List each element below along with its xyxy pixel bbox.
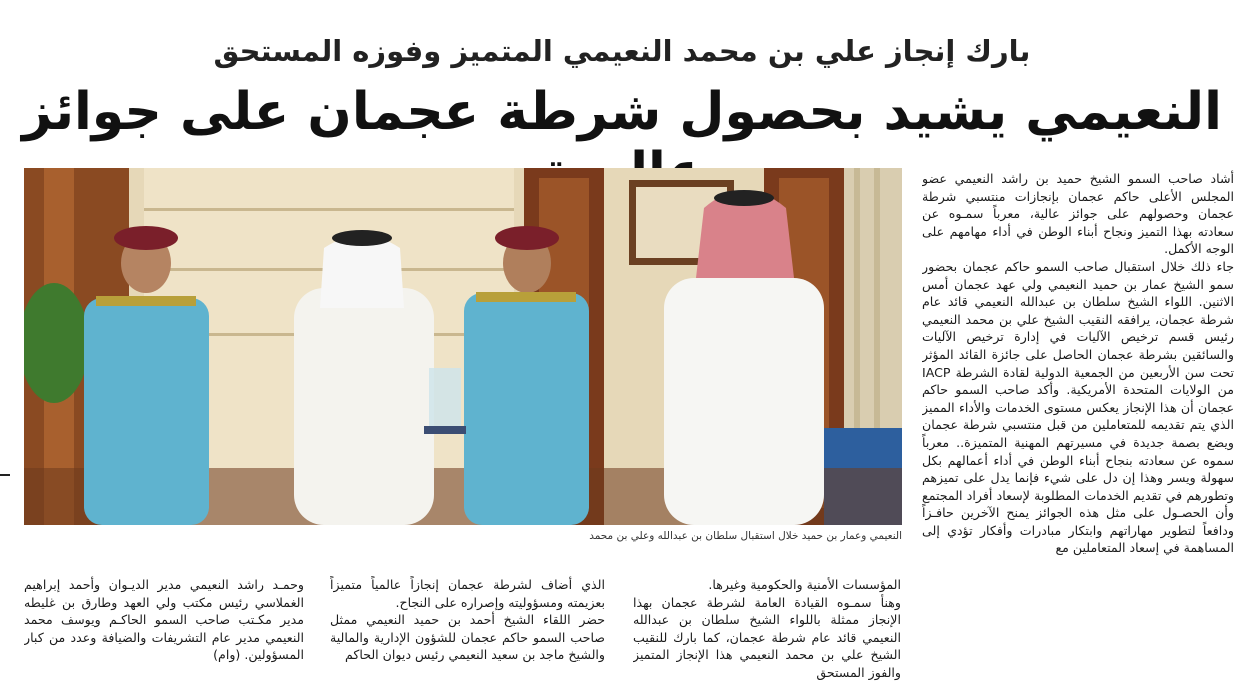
paragraph: وحمـد راشد النعيمي مدير الديـوان وأحمد إبراهيم الغملاسي رئيس مكتب ولي العهد وطارق بن غليطه مدير مكـتب صاحب السمو الحاكـم ويوسف محمد النعيمي مدير عام التشريفات والضيافة وعدد من كبار المسؤولين. (وام): [24, 577, 304, 663]
article-column-bottom-left: [24, 576, 304, 696]
news-photo: [24, 168, 902, 525]
photo-illustration: [24, 168, 902, 525]
kicker-headline: بارك إنجاز علي بن محمد النعيمي المتميز وفوزه المستحق: [213, 34, 1031, 68]
main-headline: النعيمي يشيد بحصول شرطة عجمان على جوائز: [22, 82, 1222, 142]
paragraph: جاء ذلك خلال استقبال صاحب السمو حاكم عجمان بحضور سمو الشيخ عمار بن حميد النعيمي ولي عهد عجمان أمس الاثنين. اللواء الشيخ سلطان بن عبدالله النعيمي قائد عام شرطة عجمان، يرافقه النقيب الشيخ علي بن محمد النعيمي رئيس قسم ترخيص الآليات في إدارة ترخيص الآليات والسائقين بشرطة عجمان الحاصل على جائزة القائد المؤثر تحت سن الأربعين من الجمعية الدولية لقادة الشرطة IACP من الولايات المتحدة الأمريكية. وأكد صاحب السمو حاكم عجمان أن هذا الإنجاز يعكس مستوى الخدمات والأداء المميز الذي يتم تقديمه للمتعاملين من قبل منتسبي شرطة عجمان ويضع بصمة جديدة في مسيرتهم المهنية المتميزة.. معرباً سموه عن سعادته بنجاح أبناء الوطن في أداء أعمالهم بكل سهولة ويسر وهذا إن دل على شيء فإنما يدل على تميزهم وتطورهم في تقديم الخدمات المطلوبة لإسعاد أفراد المجتمع وأن الحصـول على مثل هذه الجوائز يمنح الآخرين حافـزاً ودافعاً لتطوير مهاراتهم وابتكار مبادرات وأفكار تؤدي إلى المساهمة في إسعاد المتعاملين مع: [922, 258, 1234, 556]
article-column-bottom-right: [633, 576, 901, 696]
paragraph: حضر اللقاء الشيخ أحمد بن حميد النعيمي ممثل صاحب السمو حاكم عجمان للشؤون الإدارية والمالية والشيخ ماجد بن سعيد النعيمي رئيس ديوان الحاكم: [330, 612, 605, 663]
paragraph: وهنأ سمـوه القيادة العامة لشرطة عجمان بهذا الإنجاز ممثلة باللواء الشيخ سلطان بن عبدالله النعيمي قائد عام شرطة عجمان، كما بارك للنقيب الشيخ علي بن محمد النعيمي هذا الإنجاز المتميز والفوز المستحق: [633, 594, 901, 680]
page-edge-mark: [0, 474, 10, 476]
paragraph: الذي أضاف لشرطة عجمان إنجازاً عالمياً متميزاً بعزيمته ومسؤوليته وإصراره على النجاح.: [330, 577, 605, 610]
article-column-bottom-middle: [330, 576, 605, 696]
paragraph: المؤسسات الأمنية والحكومية وغيرها.: [708, 577, 901, 592]
paragraph: أشاد صاحب السمو الشيخ حميد بن راشد النعيمي عضو المجلس الأعلى حاكم عجمان بإنجازات منتسبي شرطة عجمان وحصولهم على جوائز عالية، معرباً سمـوه عن سعادته بهذا التميز ونجاح أبناء الوطن في أداء مهامهم على الوجه الأكمل.: [922, 171, 1234, 257]
article-column-main: [922, 170, 1234, 698]
photo-caption: النعيمي وعمار بن حميد خلال استقبال سلطان بن عبدالله وعلي بن محمد: [589, 530, 902, 542]
